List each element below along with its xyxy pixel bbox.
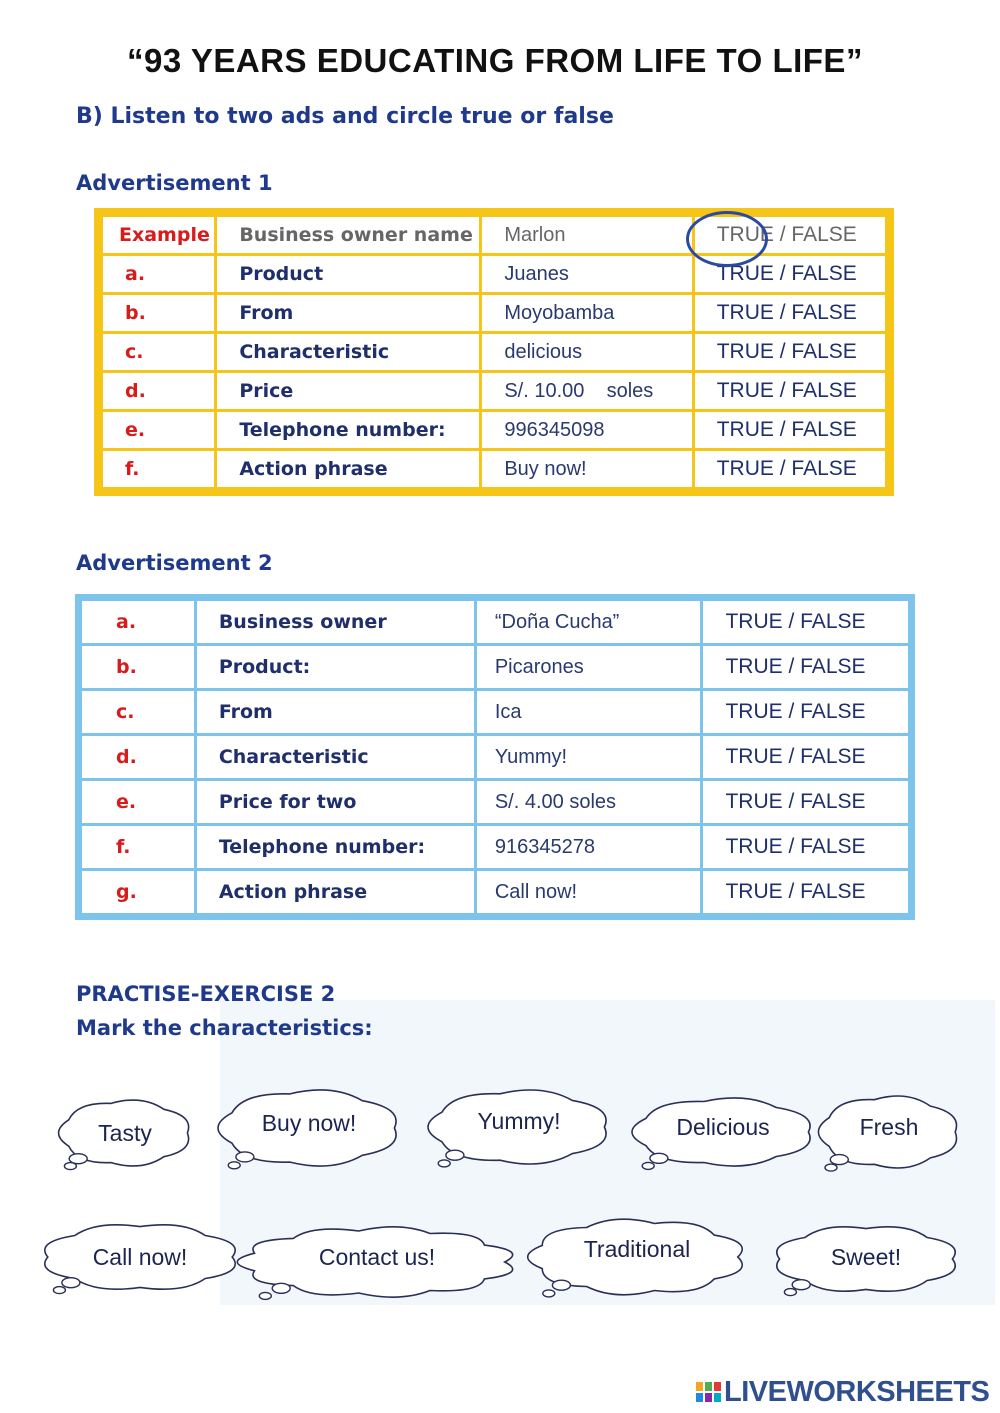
row-label: f. <box>99 450 216 492</box>
table-row <box>79 735 912 780</box>
row-label: a. <box>99 255 216 294</box>
true-false-choice[interactable]: TRUE / FALSE <box>702 645 912 690</box>
cloud-bubble <box>552 1280 570 1290</box>
row-value: delicious <box>481 333 693 372</box>
cloud-label: Contact us! <box>318 1244 436 1270</box>
cloud-label: Traditional <box>583 1236 691 1262</box>
row-field: Business owner <box>195 598 475 645</box>
row-value: Marlon <box>481 213 693 255</box>
true-false-choice[interactable]: TRUE / FALSE <box>702 825 912 870</box>
row-label: g. <box>79 870 196 917</box>
row-label: f. <box>79 825 196 870</box>
cloud-bubble <box>825 1164 837 1171</box>
true-false-choice[interactable]: TRUE / FALSE <box>693 294 889 333</box>
row-label: d. <box>99 372 216 411</box>
row-label: b. <box>79 645 196 690</box>
row-field: From <box>195 690 475 735</box>
row-label: e. <box>99 411 216 450</box>
cloud-option-sweet[interactable] <box>776 1224 956 1298</box>
cloud-bubble <box>236 1152 254 1162</box>
table-row <box>79 645 912 690</box>
cloud-bubble <box>53 1287 65 1294</box>
cloud-label: Sweet! <box>830 1244 902 1270</box>
table-row <box>99 372 890 411</box>
true-false-choice[interactable]: TRUE / FALSE <box>702 735 912 780</box>
table-row <box>79 780 912 825</box>
instruction: B) Listen to two ads and circle true or false <box>76 104 614 129</box>
row-field: Action phrase <box>195 870 475 917</box>
cloud-bubble <box>228 1162 240 1169</box>
ad2-heading: Advertisement 2 <box>76 551 273 575</box>
row-field: Product <box>216 255 481 294</box>
row-value: “Doña Cucha” <box>475 598 702 645</box>
cloud-label: Buy now! <box>261 1110 357 1136</box>
cloud-label: Tasty <box>98 1120 152 1146</box>
row-label: c. <box>99 333 216 372</box>
cloud-option-traditional[interactable] <box>532 1218 742 1300</box>
cloud-bubble <box>830 1155 848 1165</box>
cloud-bubble <box>259 1292 271 1299</box>
true-false-choice[interactable]: TRUE / FALSE <box>693 372 889 411</box>
page-title: “93 YEARS EDUCATING FROM LIFE TO LIFE” <box>127 42 863 79</box>
true-false-choice[interactable]: TRUE / FALSE <box>693 450 889 492</box>
table-row <box>79 825 912 870</box>
cloud-bubble <box>446 1150 464 1160</box>
ad1-table <box>94 208 894 496</box>
row-field: Business owner name <box>216 213 481 255</box>
table-row <box>79 870 912 917</box>
cloud-option-delicious[interactable] <box>634 1096 812 1172</box>
brand-wordmark: LIVEWORKSHEETS <box>724 1376 990 1408</box>
table-row <box>79 690 912 735</box>
row-label: a. <box>79 598 196 645</box>
row-field: Characteristic <box>216 333 481 372</box>
row-value: S/. 10.00 soles <box>481 372 693 411</box>
row-value: Picarones <box>475 645 702 690</box>
row-field: Product: <box>195 645 475 690</box>
cloud-bubble <box>64 1163 76 1170</box>
liveworksheets-logo-icon <box>696 1382 722 1404</box>
cloud-label: Yummy! <box>477 1108 561 1134</box>
row-label: c. <box>79 690 196 735</box>
cloud-label: Fresh <box>859 1114 919 1140</box>
row-field: Telephone number: <box>195 825 475 870</box>
true-false-choice[interactable]: TRUE / FALSE <box>693 213 889 255</box>
cloud-bubble <box>642 1162 654 1169</box>
cloud-option-fresh[interactable] <box>820 1094 958 1174</box>
table-row <box>99 333 890 372</box>
row-field: Telephone number: <box>216 411 481 450</box>
cloud-bubble <box>438 1160 450 1167</box>
cloud-bubble <box>792 1280 810 1290</box>
row-value: Ica <box>475 690 702 735</box>
table-row <box>99 294 890 333</box>
ad2-table <box>75 594 915 920</box>
row-value: S/. 4.00 soles <box>475 780 702 825</box>
true-false-choice[interactable]: TRUE / FALSE <box>693 411 889 450</box>
practise-subheading: Mark the characteristics: <box>76 1016 373 1040</box>
ad1-heading: Advertisement 1 <box>76 171 273 195</box>
cloud-label: Delicious <box>676 1114 770 1140</box>
row-value: 996345098 <box>481 411 693 450</box>
cloud-bubble <box>62 1278 80 1288</box>
cloud-option-tasty[interactable] <box>60 1098 190 1172</box>
practise-heading: PRACTISE-EXERCISE 2 <box>76 982 336 1006</box>
true-false-choice[interactable]: TRUE / FALSE <box>702 690 912 735</box>
row-field: From <box>216 294 481 333</box>
table-row <box>99 255 890 294</box>
table-row <box>99 450 890 492</box>
true-false-choice[interactable]: TRUE / FALSE <box>702 780 912 825</box>
true-false-choice[interactable]: TRUE / FALSE <box>702 870 912 917</box>
cloud-bubble <box>650 1153 668 1163</box>
row-field: Action phrase <box>216 450 481 492</box>
true-false-choice[interactable]: TRUE / FALSE <box>702 598 912 645</box>
cloud-bubble <box>272 1283 290 1293</box>
table-row <box>99 411 890 450</box>
cloud-label: Call now! <box>92 1244 188 1270</box>
row-field: Characteristic <box>195 735 475 780</box>
true-false-choice[interactable]: TRUE / FALSE <box>693 255 889 294</box>
row-value: Juanes <box>481 255 693 294</box>
row-field: Price <box>216 372 481 411</box>
row-label: b. <box>99 294 216 333</box>
cloud-option-buy-now[interactable] <box>220 1088 398 1172</box>
row-label: e. <box>79 780 196 825</box>
row-value: Buy now! <box>481 450 693 492</box>
cloud-bubble <box>543 1290 555 1297</box>
row-value: Call now! <box>475 870 702 917</box>
row-label: d. <box>79 735 196 780</box>
example-answer-circle <box>686 211 768 267</box>
table-row <box>99 213 890 255</box>
cloud-bubble <box>784 1289 796 1296</box>
row-label: Example <box>99 213 216 255</box>
cloud-option-yummy[interactable] <box>430 1088 608 1170</box>
table-row <box>79 598 912 645</box>
cloud-option-call-now[interactable] <box>44 1222 236 1296</box>
cloud-option-contact-us[interactable] <box>244 1226 510 1302</box>
row-value: 916345278 <box>475 825 702 870</box>
row-value: Yummy! <box>475 735 702 780</box>
row-value: Moyobamba <box>481 294 693 333</box>
row-field: Price for two <box>195 780 475 825</box>
true-false-choice[interactable]: TRUE / FALSE <box>693 333 889 372</box>
